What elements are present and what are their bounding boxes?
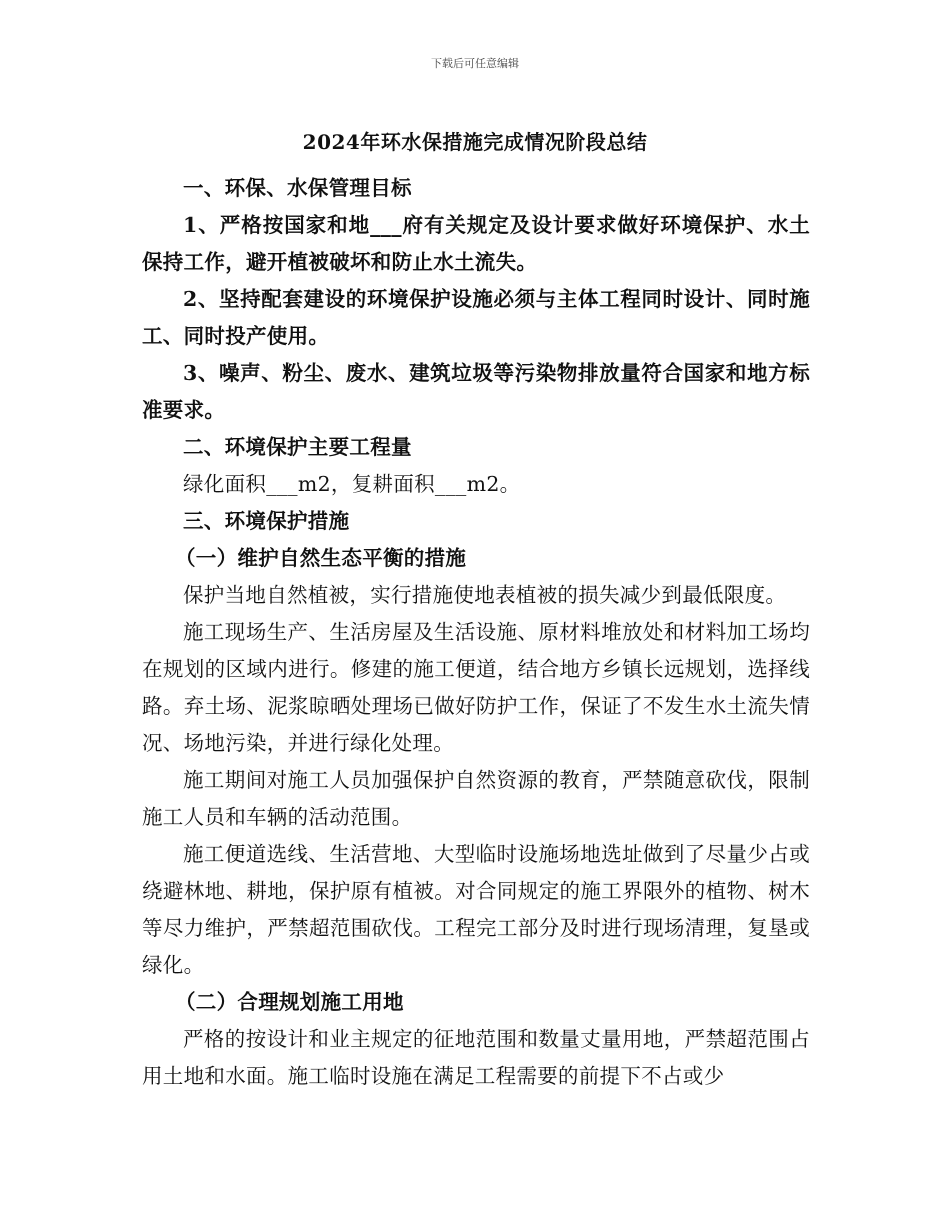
body-paragraph: 施工期间对施工人员加强保护自然资源的教育，严禁随意砍伐，限制施工人员和车辆的活动范围。	[142, 768, 810, 829]
body-paragraph: 施工现场生产、生活房屋及生活设施、原材料堆放处和材料加工场均在规划的区域内进行。修建的施工便道，结合地方乡镇长远规划，选择线路。弃土场、泥浆晾晒处理场已做好防护工作，保证了不发生水土流失情况、场地污染，并进行绿化处理。	[142, 620, 810, 755]
goal-item-2: 2、坚持配套建设的环境保护设施必须与主体工程同时设计、同时施工、同时投产使用。	[142, 287, 810, 348]
body-paragraph: 严格的按设计和业主规定的征地范围和数量丈量用地，严禁超范围占用土地和水面。施工临时设施在满足工程需要的前提下不占或少	[142, 1027, 810, 1088]
body-paragraph: 保护当地自然植被，实行措施使地表植被的损失减少到最低限度。	[183, 583, 787, 607]
header-note: 下载后可任意编辑	[431, 57, 519, 70]
heading-management-goals: 一、环保、水保管理目标	[183, 176, 412, 200]
document-body	[142, 170, 810, 1095]
subheading-ecology: （一）维护自然生态平衡的措施	[175, 546, 467, 570]
document-title: 2024年环水保措施完成情况阶段总结	[302, 130, 648, 154]
quantities-text: 绿化面积___m2，复耕面积___m2。	[183, 472, 521, 496]
subheading-land-use: （二）合理规划施工用地	[175, 990, 404, 1014]
goal-item-1: 1、严格按国家和地___府有关规定及设计要求做好环境保护、水土保持工作，避开植被破坏和防止水土流失。	[142, 213, 810, 274]
goal-item-3: 3、噪声、粉尘、废水、建筑垃圾等污染物排放量符合国家和地方标准要求。	[142, 361, 810, 422]
body-paragraph: 施工便道选线、生活营地、大型临时设施场地选址做到了尽量少占或绕避林地、耕地，保护原有植被。对合同规定的施工界限外的植物、树木等尽力维护，严禁超范围砍伐。工程完工部分及时进行现场清理，复垦或绿化。	[142, 842, 810, 977]
heading-main-quantities: 二、环境保护主要工程量	[183, 435, 412, 459]
heading-protection-measures: 三、环境保护措施	[183, 509, 350, 533]
